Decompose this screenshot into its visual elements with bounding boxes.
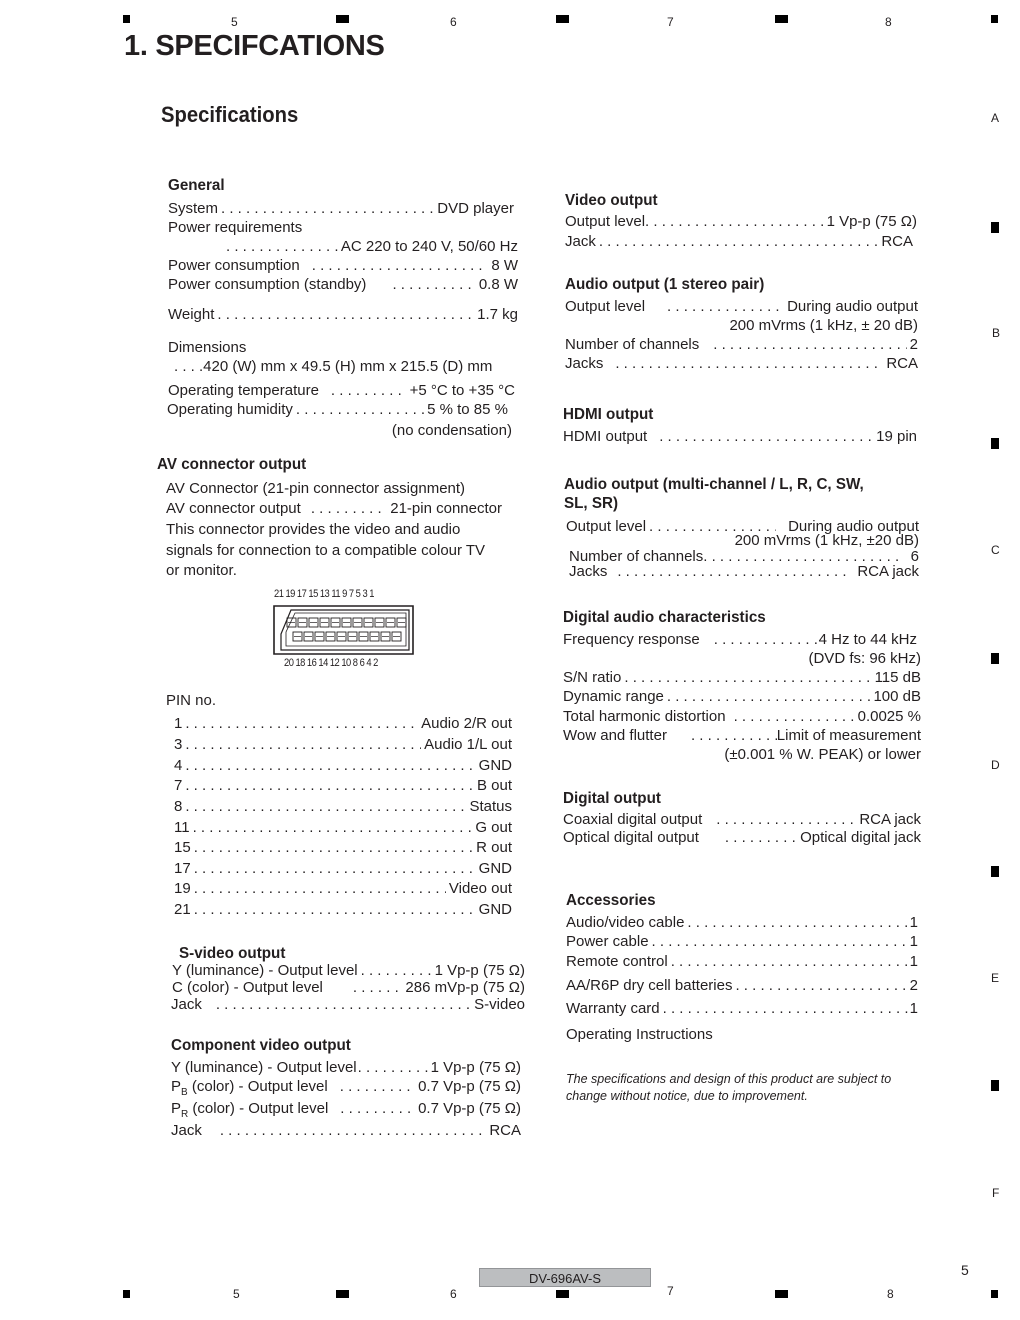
spec-value: 1 Vp-p (75 Ω): [430, 1059, 521, 1076]
humidity-note: (no condensation): [391, 422, 512, 439]
general-heading: General: [168, 177, 225, 194]
registration-mark: [556, 15, 569, 23]
accessory-label: Remote control: [566, 953, 668, 970]
registration-mark: [991, 653, 999, 664]
leader-dots: [216, 996, 471, 1014]
spec-label: Jack: [171, 1122, 202, 1139]
page-title: 1. SPECIFCATIONS: [124, 30, 385, 62]
leader-dots: [221, 200, 434, 218]
spec-value: 1.7 kg: [477, 306, 518, 323]
column-label: 6: [450, 15, 457, 29]
spec-row-svideo-y: [172, 962, 525, 980]
spec-value: 8 W: [491, 257, 518, 274]
spec-row-coaxial: [563, 811, 921, 829]
audio-stereo-heading: Audio output (1 stereo pair): [565, 276, 765, 293]
pin-row: [174, 715, 512, 733]
leader-dots: [331, 382, 407, 400]
pin-signal: GND: [478, 860, 512, 877]
accessory-row: [566, 914, 918, 932]
frequency-note: (DVD fs: 96 kHz): [808, 650, 921, 667]
spec-value: 0.0025 %: [857, 708, 921, 725]
spec-row-wow-flutter: [563, 727, 921, 745]
accessory-quantity: 1: [909, 914, 918, 931]
pin-signal: G out: [475, 819, 512, 836]
accessory-operating-instructions: Operating Instructions: [566, 1026, 713, 1043]
section-title: Specifications: [161, 102, 299, 127]
spec-row-power-requirements: [226, 238, 518, 256]
row-label: F: [992, 1186, 1000, 1200]
spec-label: Jacks: [565, 355, 604, 372]
leader-dots: [312, 257, 489, 275]
spec-row-svideo-jack: [171, 996, 525, 1014]
accessory-label: Power cable: [566, 933, 649, 950]
spec-row-system: [168, 200, 514, 218]
leader-dots: [725, 829, 800, 847]
dimensions-label: Dimensions: [168, 339, 247, 356]
leader-dots: [194, 860, 476, 878]
registration-mark: [991, 438, 999, 449]
spec-row-component-y: [171, 1059, 521, 1077]
pin-row: [174, 798, 512, 816]
pin-signal: R out: [476, 839, 512, 856]
pin-row: [174, 860, 512, 878]
spec-label: System: [168, 200, 219, 217]
spec-label: Y (luminance) - Output level: [172, 962, 358, 979]
video-output-heading: Video output: [565, 192, 658, 209]
dimensions-value: . . . .420 (W) mm x 49.5 (H) mm x 215.5 (D) mm: [174, 358, 493, 375]
spec-row-audio-stereo-level: [565, 298, 918, 316]
accessory-quantity: 2: [909, 977, 918, 994]
av-connector-description: This connector provides the video and audio: [166, 521, 461, 538]
pin-number: 11: [174, 819, 190, 836]
leader-dots: [652, 933, 910, 951]
pin-number: 3: [174, 736, 183, 753]
spec-row-video-jack: [565, 233, 913, 251]
spec-label: Output level: [566, 518, 647, 535]
hdmi-heading: HDMI output: [563, 406, 654, 423]
leader-dots: [691, 727, 777, 745]
spec-row-video-level: [565, 213, 917, 231]
row-label: E: [991, 971, 1000, 985]
row-label: C: [991, 543, 1000, 557]
registration-mark: [775, 1290, 788, 1298]
pin-table-header: PIN no.: [166, 692, 217, 709]
spec-value: AC 220 to 240 V, 50/60 Hz: [340, 238, 518, 255]
spec-label: C (color) - Output level: [172, 979, 323, 996]
spec-row-component-pb: [171, 1078, 521, 1102]
spec-row-thd: [563, 708, 921, 726]
label-subscript: R: [181, 1109, 189, 1120]
pin-signal: Audio 1/L out: [424, 736, 512, 753]
spec-label: Optical digital output: [563, 829, 699, 846]
leader-dots: [185, 715, 418, 733]
pin-signal: Video out: [448, 880, 512, 897]
accessory-label: Audio/video cable: [566, 914, 685, 931]
pin-number: 1: [174, 715, 183, 732]
audio-multi-heading-cont: SL, SR): [564, 495, 619, 512]
leader-dots: [217, 306, 474, 324]
column-label: 8: [887, 1287, 894, 1301]
spec-row-optical: [563, 829, 921, 847]
leader-dots: [615, 355, 883, 373]
spec-row-power-consumption: [168, 257, 518, 275]
registration-mark: [123, 15, 130, 23]
registration-mark: [123, 1290, 130, 1298]
leader-dots: [193, 819, 473, 837]
row-label: A: [991, 111, 1000, 125]
leader-dots: [663, 1000, 910, 1018]
av-connector-line: AV Connector (21-pin connector assignment): [166, 480, 466, 497]
column-label: 8: [885, 15, 892, 29]
leader-dots: [667, 298, 784, 316]
spec-label: Power consumption: [168, 257, 300, 274]
accessory-label: Warranty card: [566, 1000, 660, 1017]
spec-value: RCA jack: [859, 811, 921, 828]
label-subscript: B: [181, 1087, 188, 1098]
leader-dots: [220, 1122, 486, 1140]
spec-value: Limit of measurement: [776, 727, 921, 744]
leader-dots: [687, 914, 909, 932]
registration-mark: [991, 866, 999, 877]
pin-row: [174, 880, 512, 898]
svideo-heading: S-video output: [179, 945, 286, 962]
label-rest: (color) - Output level: [188, 1100, 329, 1117]
spec-value: RCA jack: [857, 563, 919, 580]
spec-row-svideo-c: [172, 979, 525, 997]
connector-top-pin-numbers: 21 19 17 15 13 11 9 7 5 3 1: [274, 588, 374, 600]
accessory-quantity: 1: [909, 1000, 918, 1017]
disclaimer: The specifications and design of this product are subject to change without notice, due to improvement.: [566, 1072, 892, 1103]
spec-value: 5 % to 85 %: [427, 401, 508, 418]
leader-dots: [185, 777, 474, 795]
leader-dots: [226, 238, 338, 256]
leader-dots: [353, 979, 403, 997]
pin-row: [174, 757, 512, 775]
spec-value: 1 Vp-p (75 Ω): [434, 962, 525, 979]
spec-label: [171, 1100, 328, 1124]
spec-row-operating-humidity: [167, 401, 508, 419]
leader-dots: [185, 736, 421, 754]
label-rest: (color) - Output level: [187, 1078, 328, 1095]
spec-row-power-standby: [168, 276, 518, 294]
spec-row-operating-temperature: [168, 382, 515, 400]
leader-dots: [617, 563, 849, 581]
spec-value: RCA: [881, 233, 913, 250]
spec-value: RCA: [489, 1122, 521, 1139]
pin-signal: Audio 2/R out: [421, 715, 512, 732]
leader-dots: [194, 880, 446, 898]
pin-signal: B out: [476, 777, 512, 794]
leader-dots: [392, 276, 475, 294]
audio-stereo-level-detail: 200 mVrms (1 kHz, ± 20 dB): [729, 317, 918, 334]
wow-flutter-note: (±0.001 % W. PEAK) or lower: [724, 746, 921, 763]
pin-signal: GND: [478, 901, 512, 918]
registration-mark: [991, 1080, 999, 1091]
spec-row-component-jack: [171, 1122, 521, 1140]
leader-dots: [714, 631, 819, 649]
spec-label: Operating temperature: [168, 382, 319, 399]
audio-multi-level-detail: 200 mVrms (1 kHz, ±20 dB): [734, 532, 919, 549]
spec-label: Frequency response: [563, 631, 700, 648]
pin-row: [174, 839, 512, 857]
spec-value: During audio output: [788, 518, 919, 535]
leader-dots: [716, 811, 859, 829]
page-number: 5: [961, 1262, 969, 1278]
spec-label: Output level: [565, 213, 646, 230]
row-label: D: [991, 758, 1000, 772]
accessory-quantity: 1: [909, 953, 918, 970]
leader-dots: [185, 757, 475, 775]
spec-value: During audio output: [787, 298, 918, 315]
registration-mark: [336, 1290, 349, 1298]
spec-label: Weight: [168, 306, 215, 323]
pin-number: 17: [174, 860, 191, 877]
spec-label: Power consumption (standby): [168, 276, 367, 293]
scart-connector-diagram: [271, 604, 417, 656]
spec-row-audio-stereo-jacks: [565, 355, 918, 373]
pin-number: 8: [174, 798, 183, 815]
spec-row-dynamic-range: [563, 688, 921, 706]
spec-value: DVD player: [437, 200, 514, 217]
column-label: 7: [667, 15, 674, 29]
spec-value: 0.8 W: [478, 276, 518, 293]
spec-value: 2: [909, 336, 918, 353]
pin-number: 7: [174, 777, 183, 794]
leader-dots: [667, 688, 871, 706]
leader-dots: [713, 336, 906, 354]
av-connector-heading: AV connector output: [157, 456, 307, 473]
leader-dots: [311, 500, 387, 518]
pin-row: [174, 819, 512, 837]
spec-row-sn-ratio: [563, 669, 921, 687]
registration-mark: [775, 15, 788, 23]
spec-label: Jack: [565, 233, 596, 250]
accessory-row: [566, 953, 918, 971]
leader-dots: [194, 901, 476, 919]
spec-row-component-pr: [171, 1100, 521, 1124]
accessory-label: AA/R6P dry cell batteries: [566, 977, 733, 994]
spec-label: AV connector output: [166, 500, 301, 517]
leader-dots: [624, 669, 871, 687]
registration-mark: [991, 1290, 998, 1298]
connector-bottom-pin-numbers: 20 18 16 14 12 10 8 6 4 2: [284, 657, 378, 669]
leader-dots: [734, 708, 855, 726]
spec-value: 0.7 Vp-p (75 Ω): [418, 1100, 521, 1117]
spec-row-audio-stereo-channels: [565, 336, 918, 354]
spec-label: Total harmonic distortion: [563, 708, 726, 725]
spec-value: 286 mVp-p (75 Ω): [405, 979, 525, 996]
spec-label: Dynamic range: [563, 688, 664, 705]
spec-value: Optical digital jack: [800, 829, 921, 846]
digital-audio-heading: Digital audio characteristics: [563, 609, 766, 626]
model-label: DV-696AV-S: [479, 1268, 651, 1287]
av-connector-description: or monitor.: [166, 562, 237, 579]
accessories-heading: Accessories: [566, 892, 656, 909]
spec-value: 6: [910, 548, 919, 565]
spec-row-frequency-response: [563, 631, 917, 649]
spec-label: Operating humidity: [167, 401, 293, 418]
spec-label: Coaxial digital output: [563, 811, 703, 828]
registration-mark: [556, 1290, 569, 1298]
leader-dots: [735, 977, 909, 995]
column-label: 6: [450, 1287, 457, 1301]
label-p: P: [171, 1078, 182, 1095]
leader-dots: [671, 953, 910, 971]
spec-label: HDMI output: [563, 428, 648, 445]
leader-dots: [185, 798, 466, 816]
label-p: P: [171, 1100, 182, 1117]
pin-number: 4: [174, 757, 183, 774]
spec-label: Y (luminance) - Output level: [171, 1059, 357, 1076]
spec-value: 1 Vp-p (75 Ω): [826, 213, 917, 230]
pin-number: 15: [174, 839, 191, 856]
spec-row-av-connector-output: [166, 500, 502, 518]
pin-signal: GND: [478, 757, 512, 774]
spec-value: 100 dB: [873, 688, 921, 705]
leader-dots: [358, 1059, 428, 1077]
spec-label: Wow and flutter: [563, 727, 667, 744]
registration-mark: [991, 15, 998, 23]
column-label: 5: [231, 15, 238, 29]
pin-number: 19: [174, 880, 191, 897]
pin-row: [174, 901, 512, 919]
leader-dots: [296, 401, 424, 419]
leader-dots: [194, 839, 473, 857]
spec-value: 19 pin: [876, 428, 917, 445]
spec-value: S-video: [474, 996, 525, 1013]
spec-row-audio-multi-jacks: [569, 563, 919, 581]
spec-label: Output level: [565, 298, 646, 315]
registration-mark: [336, 15, 349, 23]
spec-label: Number of channels: [569, 548, 704, 565]
pin-row: [174, 736, 512, 754]
connector-pin-row-top: [287, 618, 406, 627]
leader-dots: [659, 428, 876, 446]
accessory-row: [566, 977, 918, 995]
spec-row-hdmi: [563, 428, 917, 446]
registration-mark: [991, 222, 999, 233]
column-label: 5: [233, 1287, 240, 1301]
leader-dots: [340, 1078, 415, 1096]
spec-label: [171, 1078, 328, 1102]
accessory-row: [566, 933, 918, 951]
leader-dots: [340, 1100, 415, 1118]
leader-dots: [599, 233, 878, 251]
leader-dots: [361, 962, 432, 980]
spec-label: Number of channels: [565, 336, 700, 353]
spec-value: 4 Hz to 44 kHz: [818, 631, 917, 648]
component-heading: Component video output: [171, 1037, 351, 1054]
pin-number: 21: [174, 901, 191, 918]
spec-value: 21-pin connector: [390, 500, 502, 517]
accessory-row: [566, 1000, 918, 1018]
connector-pin-row-bottom: [293, 632, 401, 641]
pin-signal: Status: [469, 798, 512, 815]
accessory-quantity: 1: [909, 933, 918, 950]
column-label: 7: [667, 1284, 674, 1298]
spec-value: 115 dB: [874, 669, 921, 686]
leader-dots: [645, 213, 824, 231]
av-connector-description: signals for connection to a compatible colour TV: [166, 542, 486, 559]
spec-value: +5 °C to +35 °C: [409, 382, 515, 399]
spec-value: RCA: [886, 355, 918, 372]
spec-row-weight: [168, 306, 518, 324]
spec-label: Jack: [171, 996, 202, 1013]
spec-label: Jacks: [569, 563, 608, 580]
spec-label: S/N ratio: [563, 669, 622, 686]
row-label: B: [992, 326, 1001, 340]
digital-output-heading: Digital output: [563, 790, 661, 807]
audio-multi-heading: Audio output (multi-channel / L, R, C, SW,: [564, 476, 864, 493]
spec-value: 0.7 Vp-p (75 Ω): [418, 1078, 521, 1095]
power-requirements-label: Power requirements: [168, 219, 303, 236]
pin-row: [174, 777, 512, 795]
